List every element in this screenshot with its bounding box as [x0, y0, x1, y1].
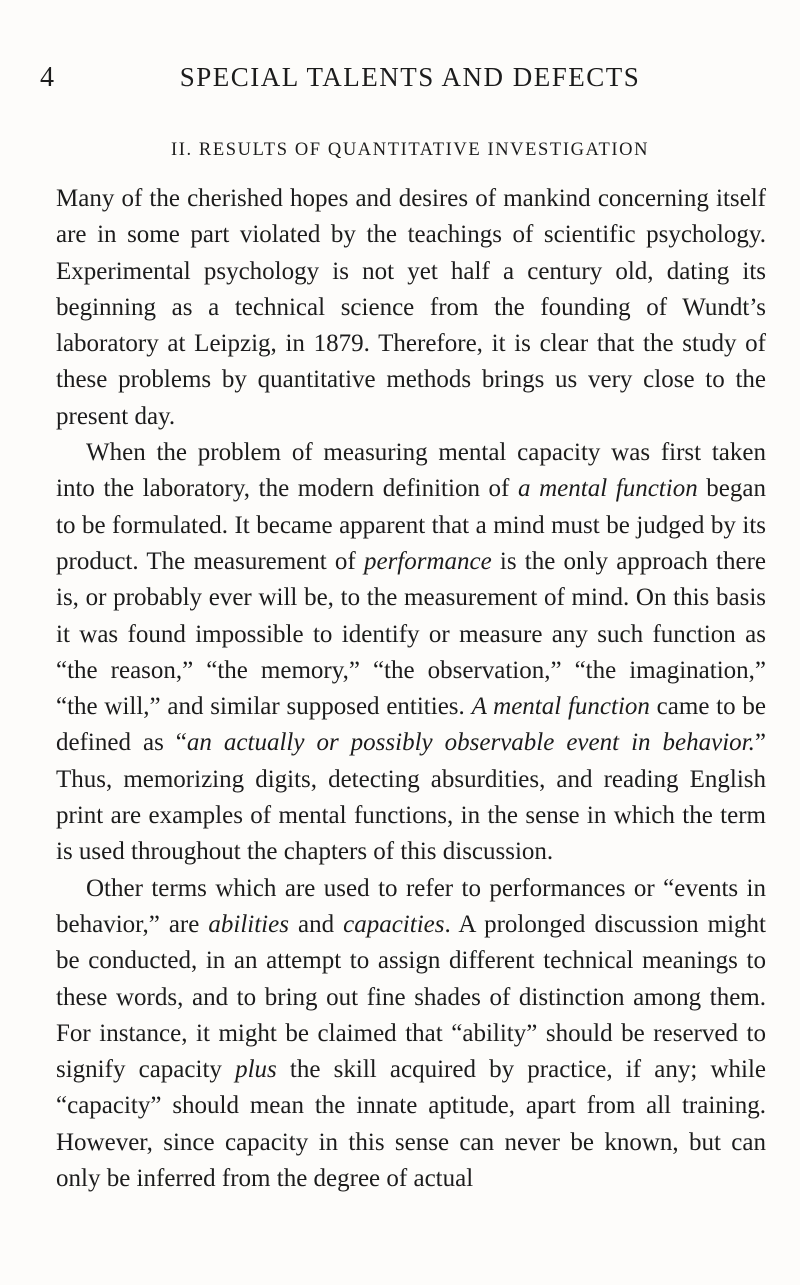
body-text	[56, 181, 766, 1197]
paragraph-1	[56, 181, 766, 435]
paragraph-2-text-b: began to be formulated. It became apparent that a mind must be judged by its product. The measurement of	[56, 475, 767, 575]
paragraph-2-text-e: ” Thus, memorizing digits, detecting absurdities, and reading English print are examples of mental functions, in the sense in which the term is used throughout the chapters of this discussion.	[56, 729, 766, 866]
running-head	[40, 62, 780, 102]
term-performance: performance	[363, 547, 492, 575]
paragraph-2-text-a: When the problem of measuring mental capacity was first taken into the laboratory, the modern definition of	[56, 439, 766, 503]
paragraph-3	[56, 871, 766, 1198]
term-mental-function: a mental function	[518, 475, 698, 503]
paragraph-3-text-c: . A prolonged discussion might be conducted, in an attempt to assign different technical meanings to these words, and to bring out fine shades of distinction among them. For instance, it might be claimed that “ability” should be reserved to signify capacity	[56, 910, 766, 1084]
term-a-mental-function: A mental function	[471, 693, 650, 721]
paragraph-2-text-c: is the only approach there is, or probably ever will be, to the measurement of mind. On this basis it was found impossible to identify or measure any such function as “the reason,” “the memory,” “the observation,” “the imagination,” “the will,” and similar supposed entities.	[56, 547, 766, 721]
term-abilities: abilities	[208, 910, 289, 938]
paragraph-1-text: Many of the cherished hopes and desires of mankind concerning itself are in some part violated by the teachings of scientific psychology. Experimental psychology is not yet half a century old, dating its beginning as a technical science from the founding of Wundt’s laboratory at Leipzig, in 1879. Therefore, it is clear that the study of these problems by quantitative methods brings us very close to the present day.	[56, 185, 766, 430]
paragraph-2-text-d: came to be defined as “	[56, 693, 767, 757]
paragraph-3-text-a: Other terms which are used to refer to performances or “events in behavior,” are	[56, 874, 766, 938]
term-plus: plus	[235, 1056, 277, 1084]
paragraph-3-text-b: and	[288, 910, 344, 938]
page-number: 4	[40, 62, 55, 93]
paragraph-3-text-d: the skill acquired by practice, if any; while “capacity” should mean the innate aptitude, apart from all training. However, since capacity in this sense can never be known, but can only be inferred from the degree of actual	[56, 1056, 767, 1193]
running-title: SPECIAL TALENTS AND DEFECTS	[179, 62, 641, 92]
definition-observable-event: an actually or possibly observable event in behavior.	[186, 729, 755, 757]
term-capacities: capacities	[343, 910, 445, 938]
paragraph-2	[56, 435, 766, 871]
section-heading: II. RESULTS OF QUANTITATIVE INVESTIGATION	[170, 140, 650, 160]
